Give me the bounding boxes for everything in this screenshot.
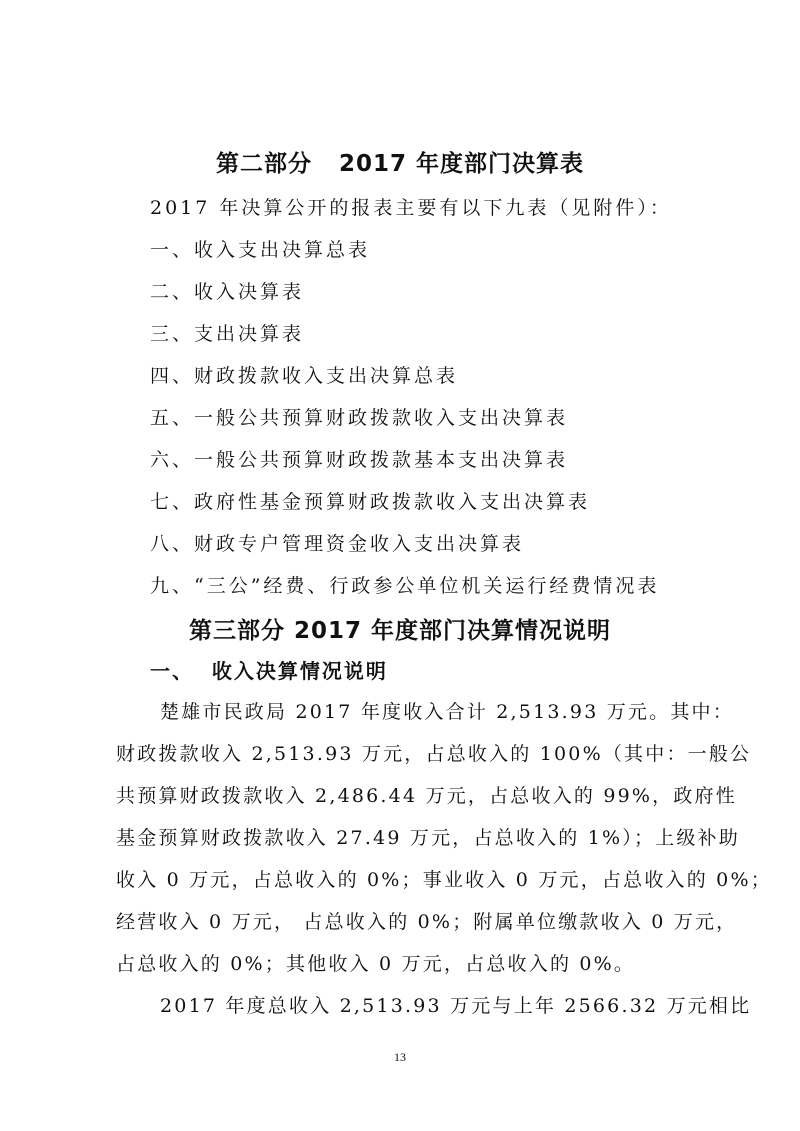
list-item-7: 七、政府性基金预算财政拨款收入支出决算表 <box>150 491 591 513</box>
list-item-9: 九、“三公”经费、行政参公单位机关运行经费情况表 <box>150 575 660 597</box>
paragraph1-line-1: 楚雄市民政局 2017 年度收入合计 2,513.93 万元。其中： <box>160 701 734 723</box>
list-item-5: 五、一般公共预算财政拨款收入支出决算表 <box>150 407 569 429</box>
page-number: 13 <box>394 1050 406 1064</box>
paragraph1-line-6: 经营收入 0 万元， 占总收入的 0%；附属单位缴款收入 0 万元， <box>116 911 738 933</box>
paragraph1-line-4: 基金预算财政拨款收入 27.49 万元，占总收入的 1%）；上级补助 <box>116 827 740 849</box>
paragraph1-line-2: 财政拨款收入 2,513.93 万元，占总收入的 100%（其中：一般公 <box>116 743 752 765</box>
paragraph1-line-7: 占总收入的 0%；其他收入 0 万元，占总收入的 0%。 <box>116 953 636 975</box>
paragraph2-line-1: 2017 年度总收入 2,513.93 万元与上年 2566.32 万元相比 <box>160 995 752 1017</box>
part2-intro: 2017 年决算公开的报表主要有以下九表（见附件）： <box>150 197 672 219</box>
paragraph1-line-5: 收入 0 万元，占总收入的 0%；事业收入 0 万元，占总收入的 0%； <box>116 869 772 891</box>
list-item-2: 二、收入决算表 <box>150 281 305 303</box>
part3-heading: 第三部分 2017 年度部门决算情况说明 <box>188 618 612 644</box>
list-item-6: 六、一般公共预算财政拨款基本支出决算表 <box>150 449 569 471</box>
list-item-1: 一、收入支出决算总表 <box>150 239 371 261</box>
list-item-3: 三、支出决算表 <box>150 323 305 345</box>
paragraph1-line-3: 共预算财政拨款收入 2,486.44 万元，占总收入的 99%，政府性 <box>116 785 737 807</box>
section1-heading: 一、 收入决算情况说明 <box>150 659 388 683</box>
part2-heading: 第二部分 2017 年度部门决算表 <box>215 151 585 177</box>
list-item-4: 四、财政拨款收入支出决算总表 <box>150 365 459 387</box>
list-item-8: 八、财政专户管理资金收入支出决算表 <box>150 533 525 555</box>
